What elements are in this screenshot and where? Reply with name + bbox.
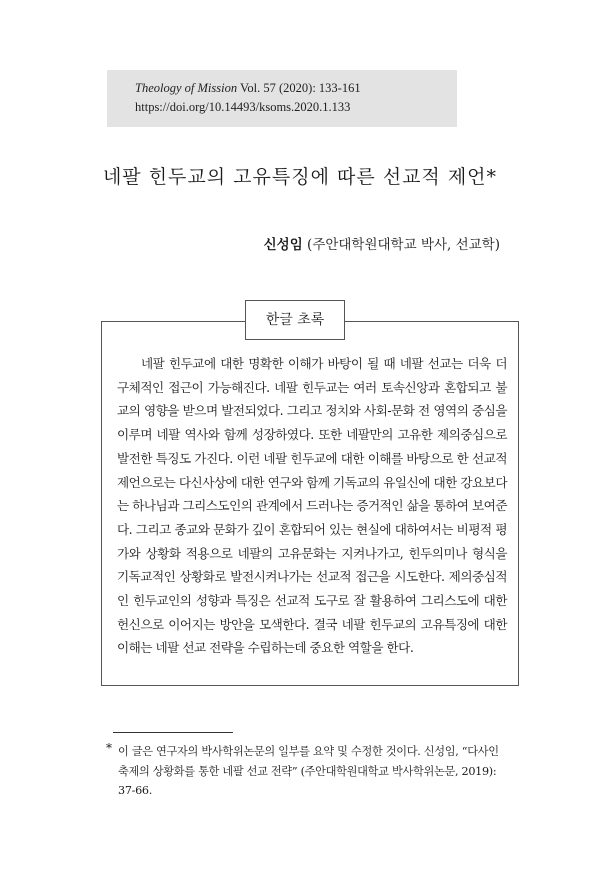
footnote	[106, 741, 508, 801]
footnote-text: 이 글은 연구자의 박사학위논문의 일부를 요약 및 수정한 것이다. 신성임, “다사인 축제의 상황화를 통한 네팔 선교 전략” (주안대학원대학교 박사학위논문, 2019): 37-66.	[118, 745, 499, 797]
doi-link[interactable]: https://doi.org/10.14493/ksoms.2020.1.133	[135, 100, 351, 114]
journal-citation	[135, 79, 457, 98]
author-affiliation: (주안대학원대학교 박사, 선교학)	[307, 237, 500, 253]
author-line	[264, 233, 500, 253]
footnote-divider	[113, 732, 233, 733]
author-name: 신성임	[263, 237, 303, 253]
abstract-text: 네팔 힌두교에 대한 명확한 이해가 바탕이 될 때 네팔 선교는 더욱 더 구체적인 접근이 가능해진다. 네팔 힌두교는 여러 토속신앙과 혼합되고 불교의 영향을 받으며 발전되었다. 그리고 정치와 사회-문화 전 영역의 중심을 이루며 네팔 역사와 함께 성장하였다. 또한 네팔만의 고유한 제의중심으로 발전한 특징도 가진다. 이런 네팔 힌두교에 대한 이해를 바탕으로 한 선교적 제언으로는 다신사상에 대한 연구와 함께 기독교의 유일신에 대한 강요보다는 하나님과 그리스도인의 관계에서 드러나는 증거적인 삶을 통하여 보여준다. 그리고 종교와 문화가 깊이 혼합되어 있는 현실에 대하여서는 비평적 평가와 상황화 적용으로 네팔의 고유문화는 지켜나가고, 힌두의미나 형식을 기독교적인 상황화로 발전시켜나가는 선교적 접근을 시도한다. 제의중심적인 힌두교인의 성향과 특징은 선교적 도구로 잘 활용하여 그리스도에 대한 헌신으로 이어지는 방안을 모색한다. 결국 네팔 힌두교의 고유특징에 대한 이해는 네팔 선교 전략을 수립하는데 중요한 역할을 한다.	[117, 356, 507, 656]
paper-title: 네팔 힌두교의 고유특징에 따른 선교적 제언*	[102, 166, 498, 188]
abstract-label: 한글 초록	[245, 300, 345, 340]
footnote-marker: *	[106, 741, 112, 755]
journal-header	[107, 70, 457, 127]
journal-name: Theology of Mission	[135, 81, 238, 95]
volume-info: Vol. 57 (2020): 133-161	[237, 81, 361, 95]
